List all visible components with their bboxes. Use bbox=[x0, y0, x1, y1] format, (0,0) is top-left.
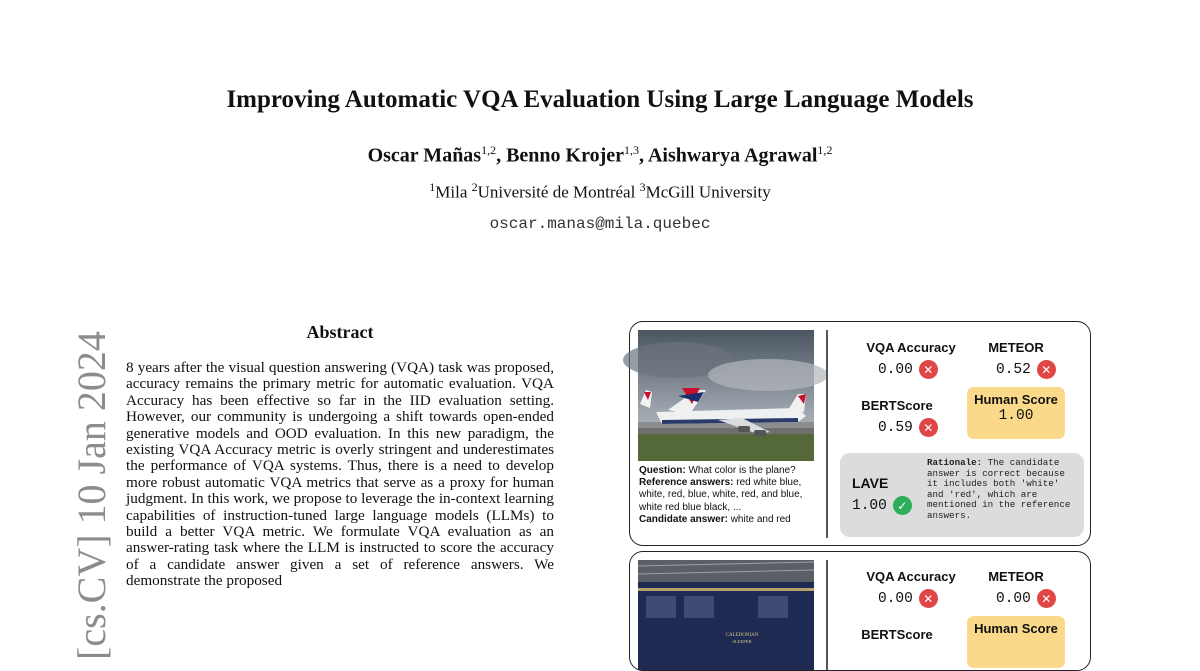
question-label: Question: bbox=[639, 465, 686, 476]
affil-name: Mila bbox=[435, 182, 468, 202]
author-name: Aishwarya Agrawal bbox=[647, 144, 818, 167]
figure-example-card-2 bbox=[629, 551, 1091, 671]
paper-title: Improving Automatic VQA Evaluation Using Large Language Models bbox=[226, 86, 974, 113]
lave-label: LAVE bbox=[852, 475, 889, 491]
question-block bbox=[639, 465, 819, 526]
author-affil-sup: 1,3 bbox=[624, 143, 640, 157]
vqa-accuracy-label: VQA Accuracy bbox=[866, 569, 956, 584]
arxiv-stamp-text: [cs.CV] 10 Jan 2024 bbox=[69, 331, 114, 660]
vqa-accuracy-value: 0.00 bbox=[878, 590, 913, 607]
affiliations bbox=[0, 180, 1200, 203]
meteor-score bbox=[996, 589, 1056, 608]
candidate-answer-label: Candidate answer: bbox=[639, 513, 728, 525]
bertscore-label: BERTScore bbox=[861, 627, 933, 642]
author-affil-sup: 1,2 bbox=[817, 143, 833, 157]
rationale-text: The candidate answer is correct because it includes both 'white' and 'red', which are mentioned in the reference answers. bbox=[927, 457, 1071, 521]
human-score-box bbox=[967, 387, 1065, 439]
meteor-label: METEOR bbox=[988, 340, 1044, 355]
meteor-value: 0.52 bbox=[996, 361, 1031, 378]
lave-score bbox=[852, 496, 912, 515]
human-score-label: Human Score bbox=[974, 392, 1058, 407]
human-score-label: Human Score bbox=[974, 621, 1058, 636]
author-affil-sup: 1,2 bbox=[481, 143, 497, 157]
train-photo bbox=[638, 560, 814, 670]
x-circle-icon: ✕ bbox=[919, 589, 938, 608]
bertscore-score bbox=[878, 418, 938, 437]
figure-example-card-1 bbox=[629, 321, 1091, 546]
card-divider bbox=[826, 330, 828, 538]
x-circle-icon: ✕ bbox=[919, 360, 938, 379]
affil-sup: 2 bbox=[471, 180, 478, 194]
x-circle-icon: ✕ bbox=[1037, 360, 1056, 379]
train-sign-line-2: SLEEPER bbox=[732, 639, 752, 644]
train-sign-line-1: CALEDONIAN bbox=[725, 633, 759, 638]
meteor-label: METEOR bbox=[988, 569, 1044, 584]
vqa-accuracy-score bbox=[878, 360, 938, 379]
x-circle-icon: ✕ bbox=[919, 418, 938, 437]
x-circle-icon: ✕ bbox=[1037, 589, 1056, 608]
bertscore-value: 0.59 bbox=[878, 419, 913, 436]
author-name: Benno Krojer bbox=[506, 144, 625, 167]
author-email[interactable]: oscar.manas@mila.quebec bbox=[489, 215, 711, 233]
question-text: What color is the plane? bbox=[688, 465, 796, 476]
reference-answers-text: red white blue, white, red, blue, white, red, and blue, white red blue black, ... bbox=[639, 477, 803, 513]
abstract-heading: Abstract bbox=[306, 322, 374, 342]
lave-value: 1.00 bbox=[852, 497, 887, 514]
affil-name: McGill University bbox=[645, 182, 771, 202]
human-score-box bbox=[967, 616, 1065, 668]
vqa-accuracy-label: VQA Accuracy bbox=[866, 340, 956, 355]
meteor-score bbox=[996, 360, 1056, 379]
rationale-label: Rationale: bbox=[927, 457, 983, 468]
meteor-value: 0.00 bbox=[996, 590, 1031, 607]
author-list: Oscar Mañas$^{1,2}$, Benno Krojer$^{1,3}$, Aishwarya Agrawal$^{1,2}$ bbox=[367, 143, 833, 167]
human-score-value: 1.00 bbox=[998, 408, 1034, 424]
abstract-text: 8 years after the visual question answering (VQA) task was proposed, accuracy remains the primary metric for automatic evaluation. VQA Accuracy has been effective so far in the IID evaluation setting. However, our community is undergoing a shift towards open-ended generative models and OOD evaluation. In this new paradigm, the existing VQA Accuracy metric is overly stringent and underestimates the performance of VQA systems. Thus, there is a need to develop more robust automatic VQA metrics that serve as a proxy for human judgment. In this work, we propose to leverage the in-context learning capabilities of instruction-tuned large language models (LLMs) to build a better VQA metric. We formulate VQA evaluation as an answer-rating task where the LLM is instructed to score the accuracy of a candidate answer given a set of reference answers. We demonstrate the proposed bbox=[126, 359, 554, 590]
lave-box bbox=[840, 453, 1084, 537]
affil-sup: 3 bbox=[639, 180, 646, 194]
author-name: Oscar Mañas bbox=[367, 144, 482, 167]
rationale bbox=[927, 458, 1079, 521]
bertscore-label: BERTScore bbox=[861, 398, 933, 413]
candidate-answer-text: white and red bbox=[730, 513, 791, 525]
reference-answers-label: Reference answers: bbox=[639, 477, 734, 489]
check-circle-icon: ✓ bbox=[893, 496, 912, 515]
affil-sup: 1 bbox=[429, 180, 436, 194]
arxiv-stamp bbox=[28, 300, 114, 660]
card-divider bbox=[826, 560, 828, 670]
airplane-photo bbox=[638, 330, 814, 461]
affil-name: Université de Montréal bbox=[477, 182, 636, 202]
vqa-accuracy-value: 0.00 bbox=[878, 361, 913, 378]
vqa-accuracy-score bbox=[878, 589, 938, 608]
